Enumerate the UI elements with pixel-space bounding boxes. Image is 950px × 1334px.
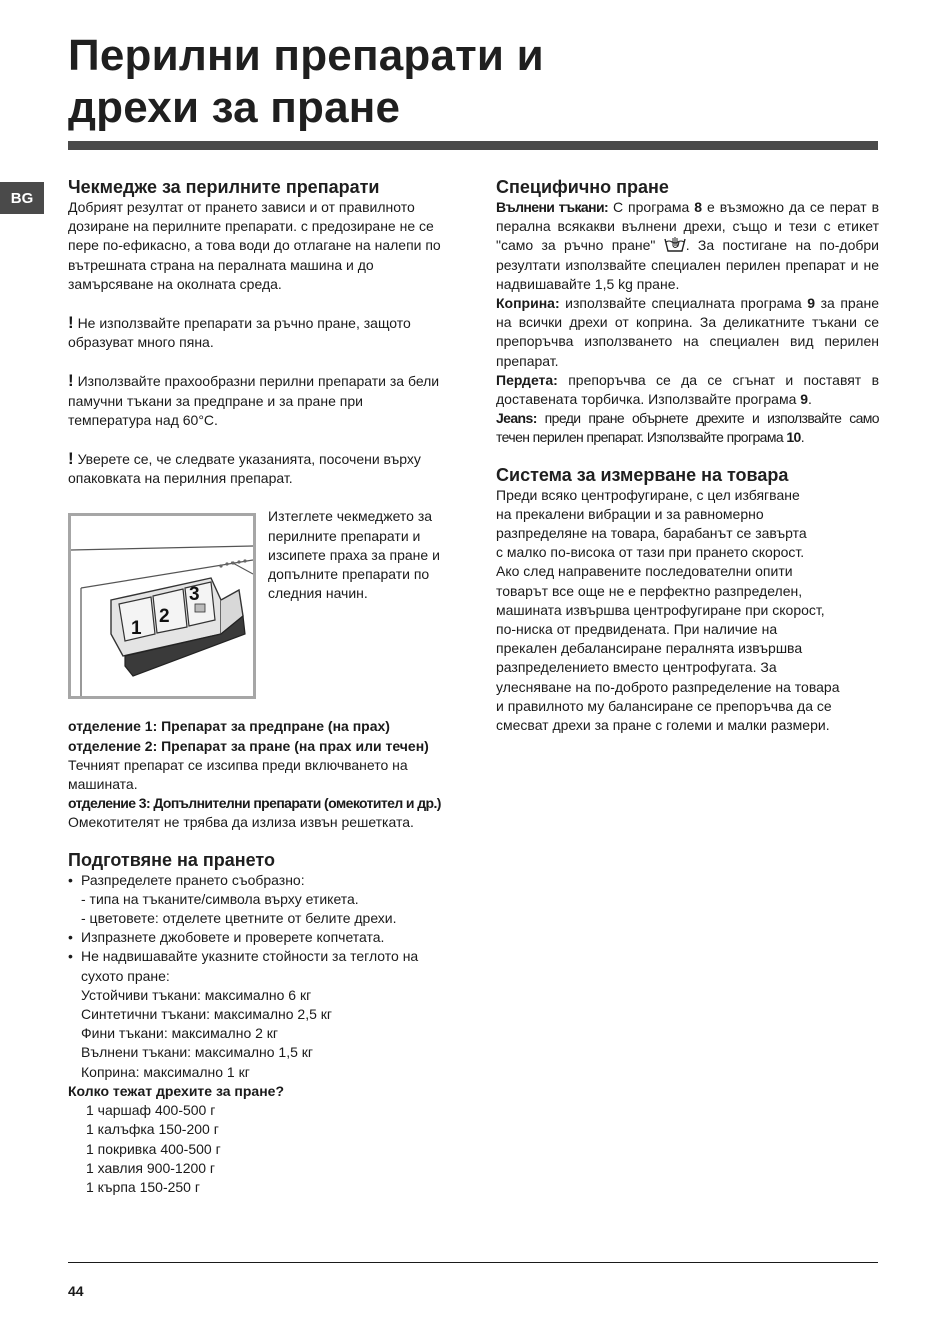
jeans-paragraph: Jeans: преди пране обърнете дрехите и използвайте само течен перилен препарат. Използвайте програма 10.: [496, 410, 879, 446]
title-line-1: Перилни препарати и: [68, 31, 544, 80]
warning-mark: !: [68, 449, 74, 469]
compartment-2: отделение 2: Препарат за пране (на прах или течен): [68, 737, 429, 754]
compartment-1-label: 1: [131, 618, 142, 640]
warning-1: ! Не използвайте препарати за ръчно пране, защото образуват много пяна.: [68, 313, 411, 351]
page-number: 44: [68, 1283, 84, 1299]
left-column: [68, 176, 450, 1197]
figure-caption: Изтеглете чекмеджето за перилните препарати и изсипете праха за пране и допълните препарати по следния начин.: [268, 508, 440, 602]
load-line: и правилното му балансиране се препоръчва да се: [496, 697, 832, 714]
warning-mark: !: [68, 371, 74, 391]
right-column: [496, 176, 879, 735]
warning-2: ! Използвайте прахообразни перилни препарати за бели памучни тъкани за предпране и за пране при температура над 60°C.: [68, 371, 440, 428]
load-line: по-ниска от предвидената. При наличие на: [496, 621, 778, 638]
list-item: 1 кърпа 150-250 г: [86, 1178, 200, 1195]
wool-paragraph: Вълнени тъкани: С програма 8 е възможно да се перат в перална всякакви вълнени дрехи, също и тези с етикет "само за ръчно пране" . За постигане на по-добри резултати използвайте специален перилен препарат и не надвишавайте 1,5 kg пране.: [496, 199, 880, 292]
hand-wash-icon: [664, 236, 686, 252]
title-line-2: дрехи за пране: [68, 83, 401, 132]
language-tab: BG: [0, 182, 44, 214]
compartment-2-label: 2: [159, 606, 170, 628]
compartment-1: отделение 1: Препарат за предпране (на прах): [68, 718, 390, 735]
list-item: 1 калъфка 150-200 г: [86, 1121, 219, 1138]
weights-heading: Колко тежат дрехите за пране?: [68, 1082, 284, 1099]
load-line: Преди всяко центрофугиране, с цел избягване: [496, 486, 800, 503]
list-item: • Разпределете прането съобразно:: [68, 871, 305, 888]
load-line: разпределението вместо центрофугата. За: [496, 659, 777, 676]
load-line: улесняване на по-доброто разпределение на товара: [496, 678, 840, 695]
drawer-heading: Чекмедже за перилните препарати: [68, 177, 380, 197]
load-line: прекален дебалансиране пералнята извършва: [496, 640, 803, 657]
load-heading: Система за измерване на товара: [496, 464, 789, 485]
compartment-3-note: Омекотителят не трябва да излиза извън решетката.: [68, 814, 414, 831]
load-line: на прекалени вибрации и за равномерно: [496, 505, 764, 522]
load-line: товарът все още не е перфектно разпределен,: [496, 582, 803, 599]
list-item: Коприна: максимално 1 кг: [81, 1063, 250, 1080]
prep-list: [68, 871, 450, 1082]
list-item: Вълнени тъкани: максимално 1,5 кг: [81, 1044, 314, 1061]
detergent-drawer-icon: [71, 516, 253, 696]
list-item: Устойчиви тъкани: максимално 6 кг: [81, 986, 312, 1003]
specific-heading: Специфично пране: [496, 177, 669, 197]
prep-heading: Подготвяне на прането: [68, 849, 275, 870]
compartment-3: отделение 3: Допълнителни препарати (омекотител и др.): [68, 795, 441, 812]
load-line: машината извършва центрофугиране при скорост,: [496, 601, 825, 618]
load-line: Ако след направените последователни опити: [496, 563, 793, 580]
list-item: 1 чаршаф 400-500 г: [86, 1102, 216, 1119]
curtain-paragraph: Пердета: препоръчва се да се сгънат и поставят в доставената торбичка. Използвайте програма 9.: [496, 371, 880, 408]
list-item: Фини тъкани: максимално 2 кг: [81, 1025, 279, 1042]
list-item: - цветовете: отделете цветните от белите дрехи.: [81, 910, 397, 927]
title-rule: [68, 141, 878, 150]
drawer-intro: Добрият резултат от прането зависи и от правилното дозиране на перилните препарати. с предозиране не се пере по-ефикасно, а това води до отлагане на налепи по вътрешната страна на пералната машина и до замърсяване на околната среда.: [68, 199, 441, 292]
footer-rule: [68, 1262, 878, 1263]
compartment-2-note: Течният препарат се изсипва преди включването на машината.: [68, 756, 408, 793]
list-item: • Не надвишавайте указните стойности за теглото на сухото пране:: [68, 948, 419, 984]
warning-mark: !: [68, 313, 74, 333]
list-item: 1 хавлия 900-1200 г: [86, 1159, 216, 1176]
page-title: [68, 30, 544, 134]
compartment-3-label: 3: [189, 584, 200, 606]
warning-3: ! Уверете се, че следвате указанията, посочени върху опаковката на перилния препарат.: [68, 449, 421, 487]
silk-paragraph: Коприна: използвайте специалната програма 9 за пране на всички дрехи от коприна. За деликатните тъкани се препоръчва използването на специален вид перилен препарат.: [496, 295, 880, 369]
load-line: смесват дрехи за пране с големи и малки размери.: [496, 717, 830, 734]
list-item: • Изпразнете джобовете и проверете копчетата.: [68, 929, 385, 946]
list-item: Синтетични тъкани: максимално 2,5 кг: [81, 1006, 333, 1023]
load-line: разпределяне на товара, барабанът се завърта: [496, 525, 807, 542]
load-line: с малко по-висока от тази при прането скорост.: [496, 544, 805, 561]
list-item: - типа на тъканите/символа върху етикета.: [81, 890, 359, 907]
list-item: 1 покривка 400-500 г: [86, 1140, 221, 1157]
drawer-figure-block: [68, 507, 450, 707]
detergent-drawer-illustration: [68, 513, 256, 699]
